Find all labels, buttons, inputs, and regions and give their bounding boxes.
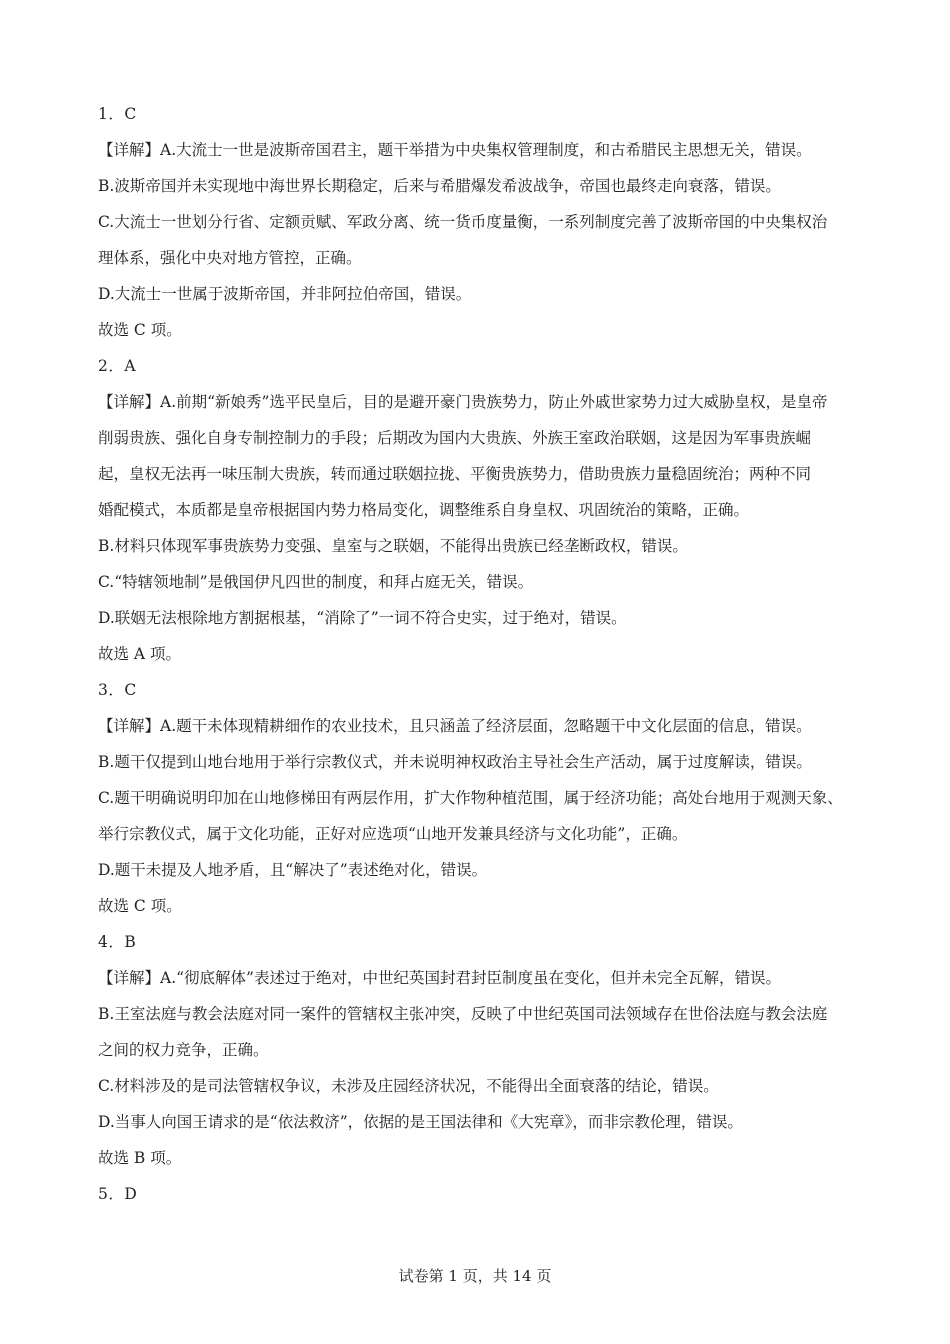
question-4-line-2: B.王室法庭与教会法庭对同一案件的管辖权主张冲突，反映了中世纪英国司法领域存在世俗法庭与教会法庭 [98, 1005, 828, 1023]
question-4-line-4: C.材料涉及的是司法管辖权争议，未涉及庄园经济状况，不能得出全面衰落的结论，错误。 [98, 1077, 719, 1095]
question-2-line-6: C.“特辖领地制”是俄国伊凡四世的制度，和拜占庭无关，错误。 [98, 573, 534, 591]
question-1-line-5: D.大流士一世属于波斯帝国，并非阿拉伯帝国，错误。 [98, 285, 472, 303]
question-1-line-3: C.大流士一世划分行省、定额贡赋、军政分离、统一货币度量衡，一系列制度完善了波斯帝国的中央集权治 [98, 213, 828, 231]
question-4-answer-choice: 故选 B 项。 [98, 1149, 182, 1167]
question-4-line-1: 【详解】A.“彻底解体”表述过于绝对，中世纪英国封君封臣制度虽在变化，但并未完全瓦解，错误。 [98, 969, 781, 987]
question-2-answer-choice: 故选 A 项。 [98, 645, 182, 663]
question-2-line-5: B.材料只体现军事贵族势力变强、皇室与之联姻，不能得出贵族已经垄断政权，错误。 [98, 537, 688, 555]
question-4-line-5: D.当事人向国王请求的是“依法救济”，依据的是王国法律和《大宪章》，而非宗教伦理，错误。 [98, 1113, 743, 1131]
question-4-number: 4．B [98, 933, 137, 951]
question-2-line-7: D.联姻无法根除地方割据根基，“消除了”一词不符合史实，过于绝对，错误。 [98, 609, 627, 627]
question-2-number: 2．A [98, 357, 137, 375]
question-1-line-4: 理体系，强化中央对地方管控，正确。 [98, 249, 362, 267]
question-2-line-3: 起，皇权无法再一味压制大贵族，转而通过联姻拉拢、平衡贵族势力，借助贵族力量稳固统治；两种不同 [98, 465, 812, 483]
answer-document [98, 96, 858, 1212]
question-3-line-5: D.题干未提及人地矛盾，且“解决了”表述绝对化，错误。 [98, 861, 488, 879]
question-2-line-4: 婚配模式，本质都是皇帝根据国内势力格局变化，调整维系自身皇权、巩固统治的策略，正确。 [98, 501, 750, 519]
question-1-line-1: 【详解】A.大流士一世是波斯帝国君主，题干举措为中央集权管理制度，和古希腊民主思想无关，错误。 [98, 141, 812, 159]
question-3-answer-choice: 故选 C 项。 [98, 897, 182, 915]
question-4-line-3: 之间的权力竞争，正确。 [98, 1041, 269, 1059]
question-3-line-3: C.题干明确说明印加在山地修梯田有两层作用，扩大作物种植范围，属于经济功能；高处台地用于观测天象、 [98, 789, 843, 807]
question-3-line-4: 举行宗教仪式，属于文化功能，正好对应选项“山地开发兼具经济与文化功能”，正确。 [98, 825, 688, 843]
question-2-line-2: 削弱贵族、强化自身专制控制力的手段；后期改为国内大贵族、外族王室政治联姻，这是因为军事贵族崛 [98, 429, 812, 447]
question-3-line-1: 【详解】A.题干未体现精耕细作的农业技术，且只涵盖了经济层面，忽略题干中文化层面的信息，错误。 [98, 717, 812, 735]
question-3-line-2: B.题干仅提到山地台地用于举行宗教仪式，并未说明神权政治主导社会生产活动，属于过度解读，错误。 [98, 753, 812, 771]
page-footer: 试卷第 1 页，共 14 页 [398, 1267, 552, 1285]
question-1-line-2: B.波斯帝国并未实现地中海世界长期稳定，后来与希腊爆发希波战争，帝国也最终走向衰落，错误。 [98, 177, 781, 195]
question-1-answer-choice: 故选 C 项。 [98, 321, 182, 339]
question-2-line-1: 【详解】A.前期“新娘秀”选平民皇后，目的是避开豪门贵族势力，防止外戚世家势力过大威胁皇权，是皇帝 [98, 393, 828, 411]
question-3-number: 3．C [98, 681, 137, 699]
question-5-number: 5．D [98, 1185, 138, 1203]
question-1-number: 1．C [98, 105, 137, 123]
